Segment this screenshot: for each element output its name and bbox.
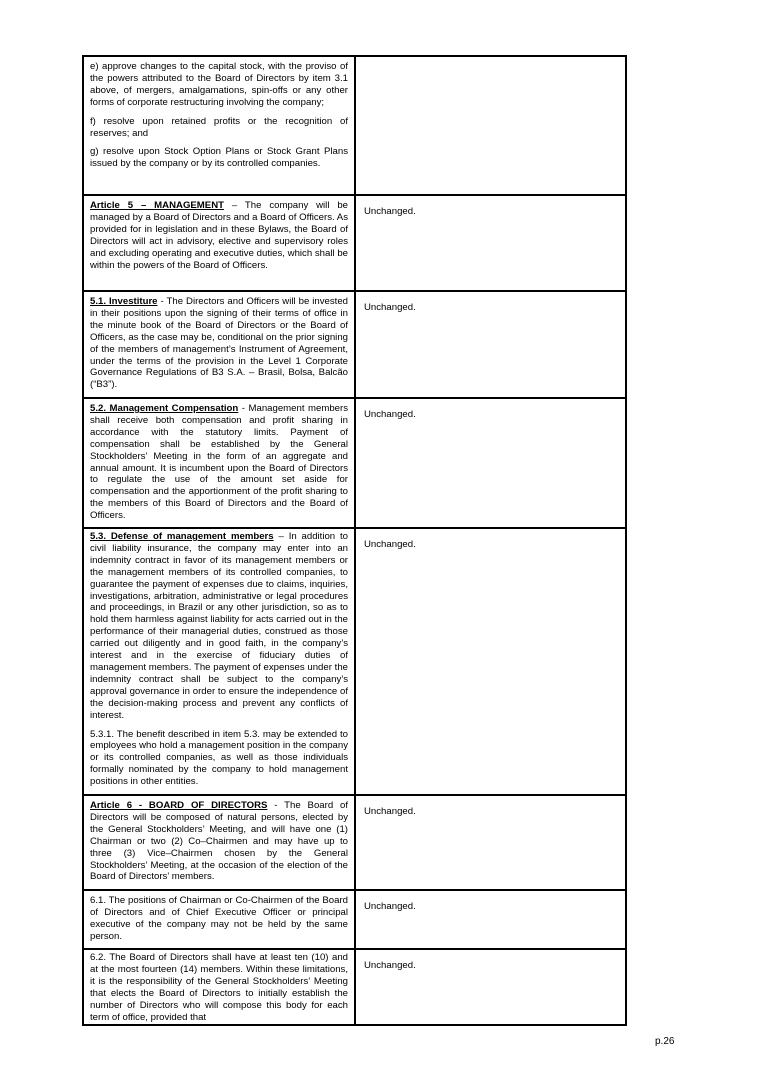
status-cell: Unchanged. — [364, 806, 416, 817]
clause-text: Management members shall receive both compensation and profit sharing in accordance with the statutory limits. Payment of compensation shall be established by the General Stockholders’ Meeting in the form of an aggregate and annual amount. It is incumbent upon the Board of Directors to regulate the use of the amount set aside for compensation and the apportionment of the profit sharing to the members of this Board of Directors and the Board of Officers. — [90, 403, 348, 522]
status-cell: Unchanged. — [364, 302, 416, 313]
bylaws-text-cell — [84, 950, 356, 1024]
clause-paragraph: g) resolve upon Stock Option Plans or Stock Grant Plans issued by the company or by its controlled companies. — [90, 146, 348, 170]
table-row — [84, 948, 625, 1024]
status-cell: Unchanged. — [364, 960, 416, 971]
clause-separator: – — [223, 200, 245, 211]
bylaws-text-cell — [84, 196, 356, 290]
clause-text: 6.2. The Board of Directors shall have at least ten (10) and at the most fourteen (14) members. Within these limitations, it is the responsibility of the General Stockholders’ Meeting that elects the Board of Directors to initially establish the number of Directors who will compose this body for each term of office, provided that — [90, 952, 348, 1023]
status-cell: Unchanged. — [364, 409, 416, 420]
bylaws-text-cell — [84, 529, 356, 794]
status-cell — [356, 57, 625, 194]
clause-text: In addition to civil liability insurance, the company may enter into an indemnity contract in favor of its management members or the management members of its controlled companies, to guarantee the payment of expenses due to claims, inquiries, investigations, arbitration, administrative or legal procedures and proceedings, in Brazil or any other jurisdiction, so as to hold them harmless against liability for acts carried out in the performance of their managerial duties, construed as those carried out diligently and in good faith, in the company’s interest and in the exercise of fiduciary duties of management members. The payment of expenses under the indemnity contract shall be subject to the company’s approval governance in order to ensure the independence of the decision-making process and prevent any conflicts of interest. — [90, 531, 348, 721]
table-row — [84, 889, 625, 948]
clause-heading: 5.1. Investiture — [90, 296, 158, 307]
clause-heading: Article 6 - BOARD OF DIRECTORS — [90, 800, 268, 811]
clause-text: The company will be managed by a Board of Directors and a Board of Officers. As provided for in legislation and in these Bylaws, the Board of Directors will act in advisory, elective and supervisory roles and excluding operating and executive duties, which shall be within the powers of the Board of Officers. — [90, 200, 348, 271]
clause-paragraph: 5.3.1. The benefit described in item 5.3. may be extended to employees who hold a management position in the company or its controlled companies, as well as those individuals formally nominated by the company to hold management positions in other entities. — [90, 728, 348, 788]
bylaws-text-cell — [84, 796, 356, 889]
clause-separator: – — [273, 531, 289, 542]
clause-text: The Board of Directors will be composed of natural persons, elected by the General Stockholders’ Meeting, and will have one (1) Chairman or two (2) Co–Chairmen and may have up to three (3) Vice–Chairmen chosen by the General Stockholders’ Meeting, at the occasion of the election of the Board of Directors’ members. — [90, 800, 348, 883]
bylaws-text-cell — [84, 57, 356, 194]
table-row — [84, 397, 625, 527]
clause-heading: 5.3. Defense of management members — [90, 531, 274, 542]
table-row — [84, 290, 625, 397]
table-row — [84, 527, 625, 794]
page-number: p.26 — [655, 1036, 675, 1047]
bylaws-text-cell — [84, 292, 356, 397]
status-cell: Unchanged. — [364, 901, 416, 912]
status-cell: Unchanged. — [364, 206, 416, 217]
clause-paragraph: f) resolve upon retained profits or the recognition of reserves; and — [90, 115, 348, 139]
clause-text: The Directors and Officers will be invested in their positions upon the signing of their terms of office in the minute book of the Board of Directors or the Board of Officers, as the case may be, conditional on the prior signing of the members of management’s Instrument of Agreement, under the terms of the provision in the Level 1 Corporate Governance Regulations of B3 S.A. – Brasil, Bolsa, Balcão (“B3”). — [90, 296, 349, 391]
bylaws-text-cell — [84, 891, 356, 948]
clause-text: 6.1. The positions of Chairman or Co-Chairmen of the Board of Directors and of Chief Executive Officer or principal executive of the company may not be held by the same person. — [90, 895, 348, 942]
clause-separator: - — [157, 296, 167, 307]
status-cell: Unchanged. — [364, 539, 416, 550]
table-row — [84, 57, 625, 194]
clause-heading: Article 5 – MANAGEMENT — [90, 200, 224, 211]
clause-separator: - — [267, 800, 285, 811]
clause-separator: - — [238, 403, 249, 414]
table-row — [84, 794, 625, 889]
clause-heading: 5.2. Management Compensation — [90, 403, 239, 414]
bylaws-comparison-table — [82, 55, 627, 1026]
clause-paragraph: e) approve changes to the capital stock, with the proviso of the powers attributed to the Board of Directors by item 3.1 above, of mergers, amalgamations, spin-offs or any other forms of corporate restructuring involving the company; — [90, 61, 348, 108]
table-row — [84, 194, 625, 290]
bylaws-text-cell — [84, 399, 356, 527]
